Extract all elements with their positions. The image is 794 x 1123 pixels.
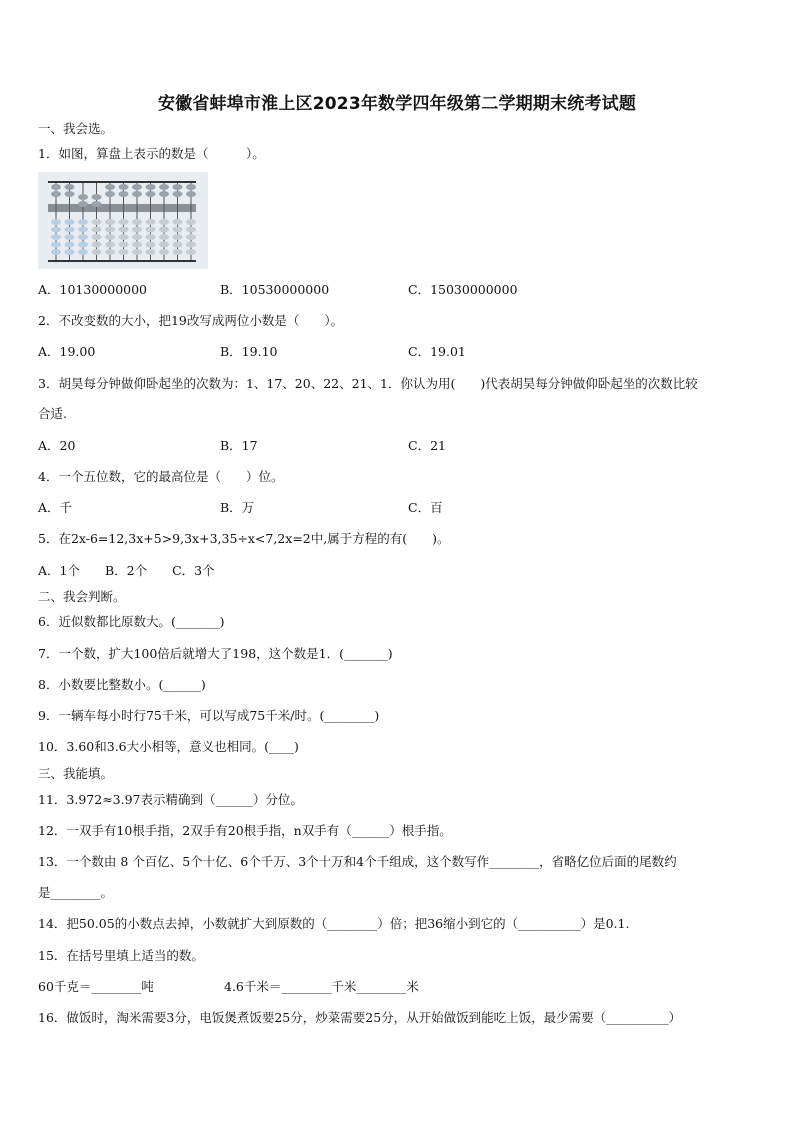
q5-options: A．1个 B．2个 C．3个 (38, 563, 215, 578)
question-7: 7．一个数，扩大100倍后就增大了198，这个数是1．(_______) (38, 646, 393, 661)
section-heading-1: 一、我会选。 (38, 121, 114, 136)
abacus-image (38, 172, 208, 269)
question-2: 2．不改变数的大小，把19改写成两位小数是（ ）。 (38, 313, 344, 328)
question-3: 3．胡昊每分钟做仰卧起坐的次数为：1、17、20、22、21、1．你认为用( )代表胡昊每分钟做仰卧起坐的次数比较 (38, 376, 698, 391)
q3-option-a: A．20 (38, 438, 76, 453)
question-3-cont: 合适. (38, 406, 67, 421)
q1-option-c: C．15030000000 (408, 282, 518, 297)
q1-option-a: A．10130000000 (38, 282, 148, 297)
question-13: 13．一个数由 8 个百亿、5个十亿、6个千万、3个十万和4个千组成，这个数写作________，省略亿位后面的尾数约 (38, 854, 677, 869)
question-1: 1．如图，算盘上表示的数是（ ）。 (38, 146, 265, 161)
q15-fill-2: 4.6千米＝________千米________米 (224, 979, 419, 994)
q15-fill-1: 60千克＝________吨 (38, 979, 154, 994)
question-14: 14．把50.05的小数点去掉，小数就扩大到原数的（________）倍；把36缩小到它的（__________）是0.1. (38, 916, 630, 931)
q4-option-b: B．万 (220, 500, 255, 515)
q2-option-b: B．19.10 (220, 344, 278, 359)
page-title: 安徽省蚌埠市淮上区2023年数学四年级第二学期期末统考试题 (157, 94, 637, 114)
q3-option-b: B．17 (220, 438, 258, 453)
question-8: 8．小数要比整数小。(______) (38, 677, 206, 692)
section-heading-2: 二、我会判断。 (38, 589, 126, 604)
question-10: 10．3.60和3.6大小相等，意义也相同。(____) (38, 739, 299, 754)
section-heading-3: 三、我能填。 (38, 766, 114, 781)
question-13-cont: 是________。 (38, 885, 114, 900)
q1-option-b: B．10530000000 (220, 282, 330, 297)
q4-option-c: C．百 (408, 500, 443, 515)
question-11: 11．3.972≈3.97表示精确到（______）分位。 (38, 792, 303, 807)
q3-option-c: C．21 (408, 438, 446, 453)
q4-option-a: A．千 (38, 500, 73, 515)
question-4: 4．一个五位数，它的最高位是（ ）位。 (38, 469, 284, 484)
question-15: 15．在括号里填上适当的数。 (38, 948, 204, 963)
question-12: 12．一双手有10根手指，2双手有20根手指，n双手有（______）根手指。 (38, 823, 452, 838)
question-5: 5．在2x-6=12,3x+5>9,3x+3,35÷x<7,2x=2中,属于方程的有( )。 (38, 531, 450, 546)
question-16: 16．做饭时，淘米需要3分，电饭煲煮饭要25分，炒菜需要25分，从开始做饭到能吃上饭，最少需要（__________） (38, 1010, 682, 1025)
q2-option-c: C．19.01 (408, 344, 466, 359)
q2-option-a: A．19.00 (38, 344, 96, 359)
question-6: 6．近似数都比原数大。(_______) (38, 614, 225, 629)
question-9: 9．一辆车每小时行75千米，可以写成75千米/时。(________) (38, 708, 380, 723)
